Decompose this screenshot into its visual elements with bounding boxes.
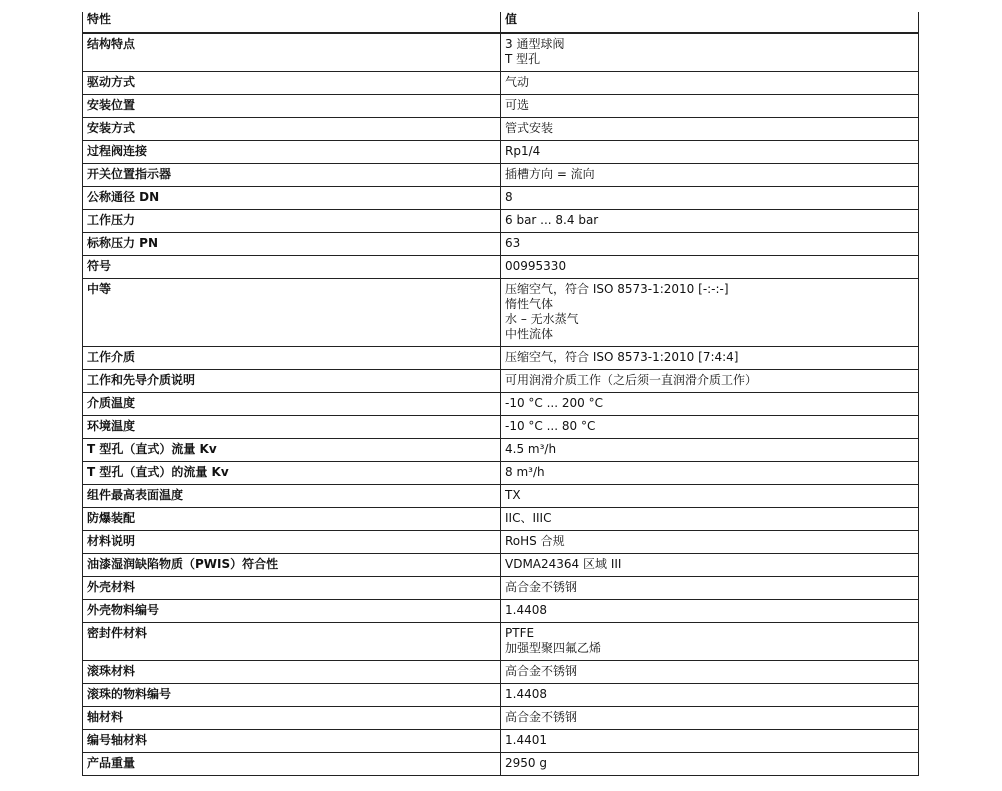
property-cell: 防爆装配 [83,508,501,531]
table-row [83,661,919,684]
table-row [83,187,919,210]
value-cell: PTFE 加强型聚四氟乙烯 [501,623,919,661]
property-cell: 驱动方式 [83,72,501,95]
value-cell: 00995330 [501,256,919,279]
property-cell: 中等 [83,279,501,347]
table-row [83,439,919,462]
value-cell: 6 bar ... 8.4 bar [501,210,919,233]
header-property: 特性 [83,12,501,33]
table-row [83,600,919,623]
table-row [83,485,919,508]
value-cell: 8 [501,187,919,210]
property-cell: 组件最高表面温度 [83,485,501,508]
table-row [83,95,919,118]
property-cell: T 型孔（直式）的流量 Kv [83,462,501,485]
table-row [83,210,919,233]
property-cell: 工作介质 [83,347,501,370]
value-cell: 插槽方向 = 流向 [501,164,919,187]
property-cell: 安装位置 [83,95,501,118]
property-cell: 轴材料 [83,707,501,730]
value-cell: 可选 [501,95,919,118]
table-row [83,707,919,730]
value-cell: VDMA24364 区域 III [501,554,919,577]
property-cell: 产品重量 [83,753,501,776]
table-row [83,577,919,600]
value-cell: 3 通型球阀 T 型孔 [501,33,919,72]
table-row [83,256,919,279]
value-cell: 可用润滑介质工作（之后须一直润滑介质工作） [501,370,919,393]
property-cell: T 型孔（直式）流量 Kv [83,439,501,462]
table-row [83,164,919,187]
value-cell: 4.5 m³/h [501,439,919,462]
table-row [83,347,919,370]
spec-table [82,12,919,776]
value-cell: -10 °C ... 200 °C [501,393,919,416]
value-cell: 2950 g [501,753,919,776]
value-cell: 管式安装 [501,118,919,141]
table-row [83,730,919,753]
property-cell: 外壳材料 [83,577,501,600]
table-row [83,416,919,439]
property-cell: 过程阀连接 [83,141,501,164]
property-cell: 开关位置指示器 [83,164,501,187]
property-cell: 滚珠材料 [83,661,501,684]
table-row [83,684,919,707]
table-row [83,370,919,393]
table-row [83,118,919,141]
value-cell: 1.4408 [501,684,919,707]
value-cell: Rp1/4 [501,141,919,164]
table-row [83,233,919,256]
value-cell: 1.4401 [501,730,919,753]
property-cell: 滚珠的物料编号 [83,684,501,707]
table-row [83,33,919,72]
header-value: 值 [501,12,919,33]
table-row [83,72,919,95]
value-cell: 压缩空气，符合 ISO 8573-1:2010 [-:-:-] 惰性气体 水 – 无水蒸气 中性流体 [501,279,919,347]
table-row [83,508,919,531]
table-row [83,393,919,416]
spec-table-header [83,12,919,33]
property-cell: 符号 [83,256,501,279]
value-cell: 1.4408 [501,600,919,623]
property-cell: 介质温度 [83,393,501,416]
table-row [83,279,919,347]
property-cell: 结构特点 [83,33,501,72]
property-cell: 公称通径 DN [83,187,501,210]
property-cell: 标称压力 PN [83,233,501,256]
table-row [83,753,919,776]
property-cell: 油漆湿润缺陷物质（PWIS）符合性 [83,554,501,577]
header-row [83,12,919,33]
value-cell: 高合金不锈钢 [501,577,919,600]
property-cell: 编号轴材料 [83,730,501,753]
table-row [83,623,919,661]
property-cell: 环境温度 [83,416,501,439]
value-cell: 气动 [501,72,919,95]
value-cell: IIC、IIIC [501,508,919,531]
table-row [83,141,919,164]
spec-table-body [83,33,919,776]
value-cell: TX [501,485,919,508]
table-row [83,531,919,554]
table-row [83,554,919,577]
value-cell: 压缩空气，符合 ISO 8573-1:2010 [7:4:4] [501,347,919,370]
property-cell: 安装方式 [83,118,501,141]
property-cell: 材料说明 [83,531,501,554]
property-cell: 外壳物料编号 [83,600,501,623]
table-row [83,462,919,485]
value-cell: 高合金不锈钢 [501,661,919,684]
property-cell: 密封件材料 [83,623,501,661]
property-cell: 工作和先导介质说明 [83,370,501,393]
value-cell: -10 °C ... 80 °C [501,416,919,439]
value-cell: RoHS 合规 [501,531,919,554]
value-cell: 8 m³/h [501,462,919,485]
property-cell: 工作压力 [83,210,501,233]
value-cell: 63 [501,233,919,256]
value-cell: 高合金不锈钢 [501,707,919,730]
